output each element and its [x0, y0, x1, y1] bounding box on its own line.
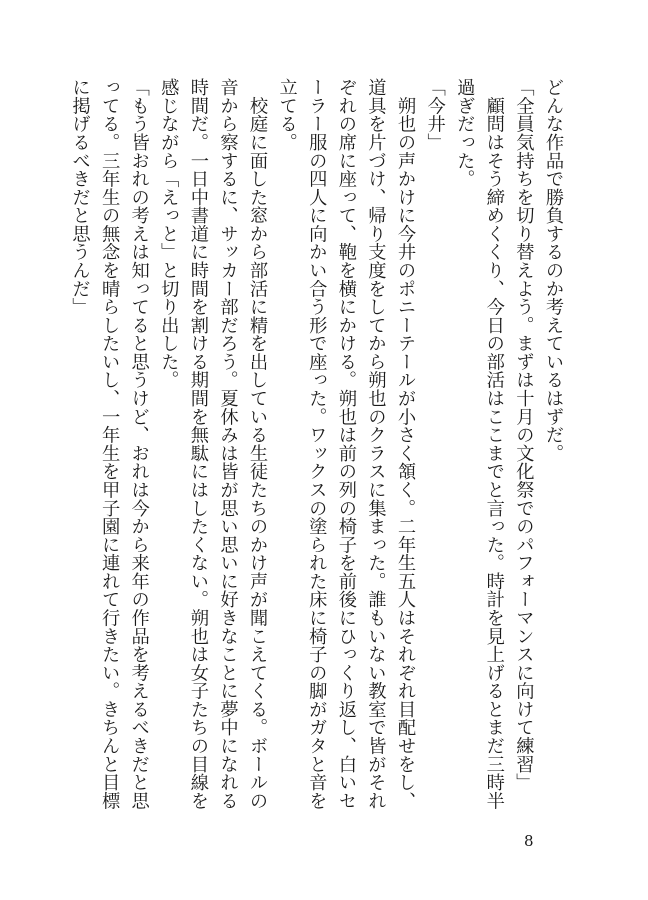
text-line: 立てる。	[276, 78, 298, 152]
text-line: ってる。三年生の無念を晴らしたいし、一年生を甲子園に連れて行きたい。きちんと目標	[99, 78, 121, 810]
text-line: どんな作品で勝負するのか考えているはずだ。	[543, 78, 564, 463]
text-line: 過ぎだった。	[454, 78, 476, 188]
text-line: に掲げるべきだと思うんだ」	[69, 78, 91, 316]
text-line: ーラー服の四人に向かい合う形で座った。ワックスの塗られた床に椅子の脚がガタと音を	[306, 78, 328, 810]
text-line: 校庭に面した窓から部活に精を出している生徒たちのかけ声が聞こえてくる。ボールの	[247, 78, 269, 810]
text-line: 「全員気持ちを切り替えよう。まずは十月の文化祭でのパフォーマンスに向けて練習」	[513, 78, 535, 792]
text-line: 道具を片づけ、帰り支度をしてから朔也のクラスに集まった。誰もいない教室で皆がそれ	[365, 78, 387, 810]
text-line: ぞれの席に座って、鞄を横にかける。朔也は前の列の椅子を前後にひっくり返し、白いセ	[335, 78, 357, 810]
text-line: 朔也の声かけに今井のポニーテールが小さく頷く。二年生五人はそれぞれ目配せをし、	[395, 78, 417, 810]
text-line: 音から察するに、サッカー部だろう。夏休みは皆が思い思いに好きなことに夢中になれる	[217, 78, 239, 810]
text-line: 「もう皆おれの考えは知ってると思うけど、おれは今から来年の作品を考えるべきだと思	[128, 78, 150, 810]
page-number: 8	[524, 832, 534, 850]
vertical-text-body	[65, 78, 568, 848]
text-line: 時間だ。一日中書道に時間を割ける期間を無駄にはしたくない。朔也は女子たちの目線を	[187, 78, 209, 810]
text-line: 顧問はそう締めくくり、今日の部活はここまでと言った。時計を見上げるとまだ三時半	[483, 78, 505, 810]
text-line: 「今井」	[424, 78, 446, 152]
text-line: 感じながら「えっと」と切り出した。	[158, 78, 180, 389]
